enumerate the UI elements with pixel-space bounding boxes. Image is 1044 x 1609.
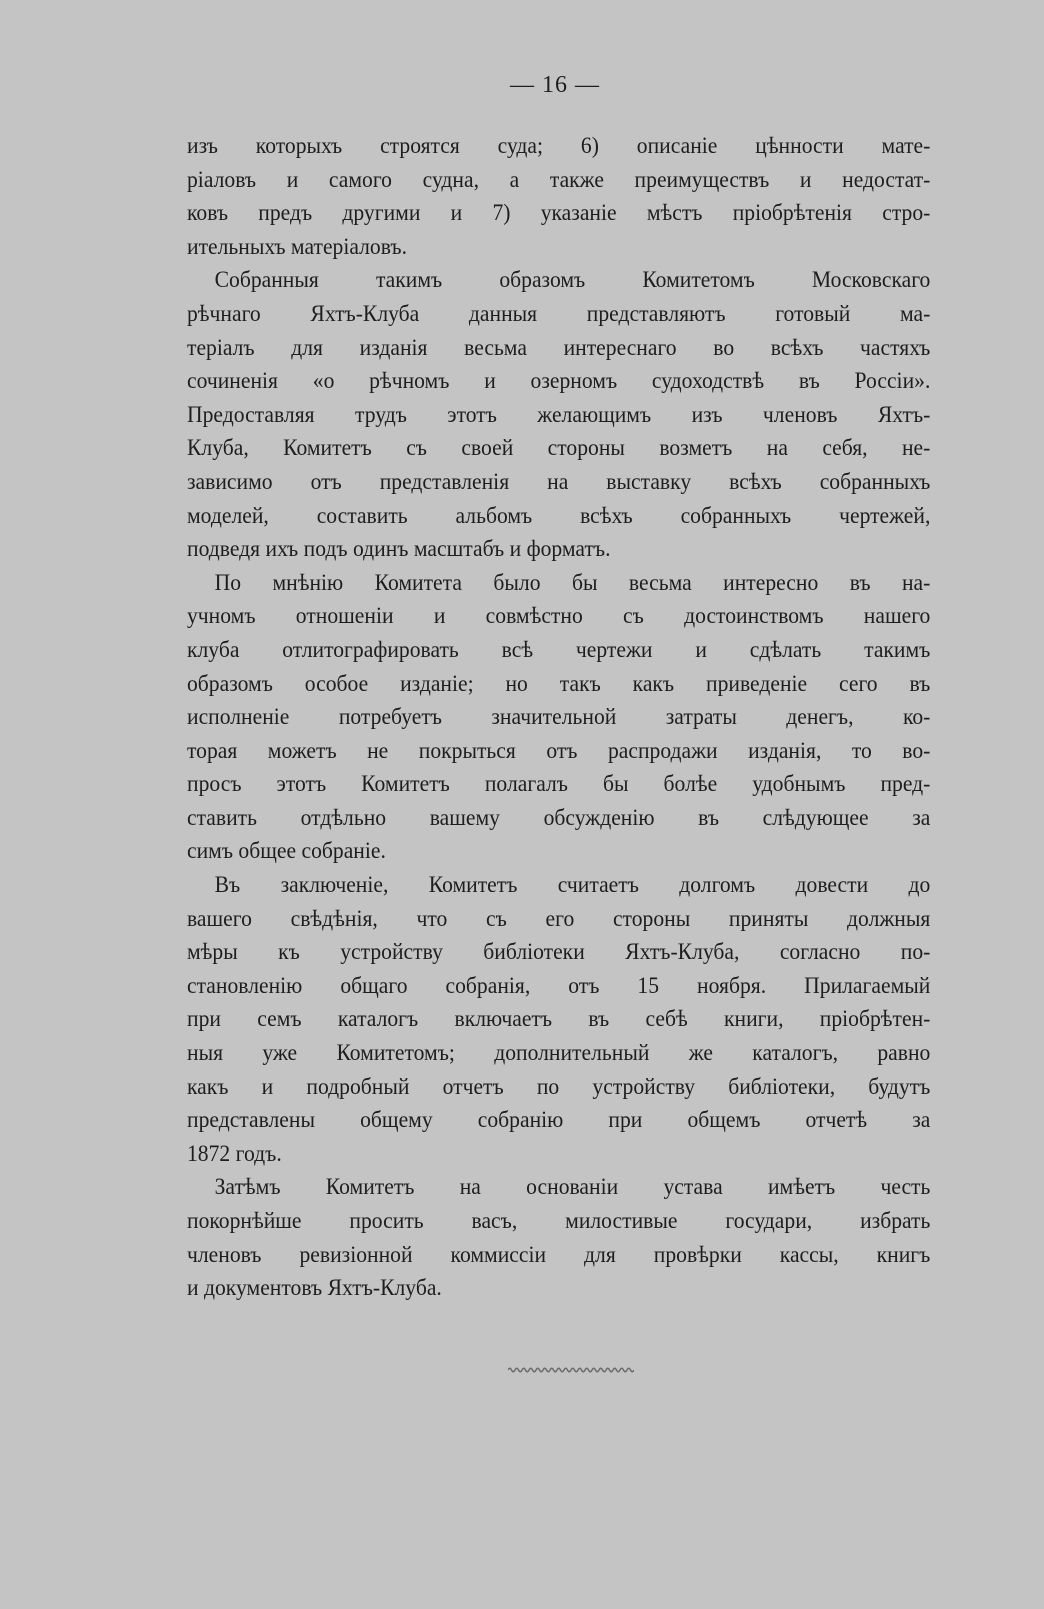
paragraph <box>187 567 931 869</box>
text-line: ставить отдѣльно вашему обсужденію въ слѣдующее за <box>187 804 931 831</box>
paragraph <box>187 1171 931 1305</box>
text-line: Затѣмъ Комитетъ на основаніи устава имѣетъ честь <box>214 1174 931 1201</box>
text-line: изъ которыхъ строятся суда; 6) описаніе цѣнности мате- <box>187 133 931 159</box>
page-number: — 16 — <box>510 72 600 98</box>
text-line: 1872 годъ. <box>187 1140 282 1167</box>
text-line: ительныхъ матеріаловъ. <box>187 233 408 260</box>
text-line: сочиненія «о рѣчномъ и озерномъ судоходствѣ въ Россіи». <box>187 368 931 395</box>
text-line: рѣчнаго Яхтъ-Клуба данныя представляютъ готовый ма- <box>187 300 931 327</box>
text-line: исполненіе потребуетъ значительной затраты денегъ, ко- <box>187 704 931 731</box>
wavy-rule-ornament-icon <box>508 1365 634 1375</box>
text-line: учномъ отношеніи и совмѣстно съ достоинствомъ нашего <box>187 603 931 630</box>
text-line: ковъ предъ другими и 7) указаніе мѣстъ пріобрѣтенія стро- <box>187 200 931 227</box>
text-line: при семъ каталогъ включаетъ въ себѣ книги, пріобрѣтен- <box>187 1006 931 1033</box>
text-line: зависимо отъ представленія на выставку всѣхъ собранныхъ <box>187 468 931 495</box>
text-line: мѣры къ устройству библіотеки Яхтъ-Клуба, согласно по- <box>187 939 931 966</box>
body-text <box>187 130 931 1306</box>
text-line: просъ этотъ Комитетъ полагалъ бы болѣе удобнымъ пред- <box>187 771 931 798</box>
text-line: становленію общаго собранія, отъ 15 ноября. Прилагаемый <box>187 972 931 999</box>
text-line: клуба отлитографировать всѣ чертежи и сдѣлать такимъ <box>187 636 931 663</box>
paragraph <box>187 130 931 264</box>
text-line: и документовъ Яхтъ-Клуба. <box>187 1275 442 1302</box>
paragraph <box>187 869 931 1171</box>
text-line: покорнѣйше просить васъ, милостивые государи, избрать <box>187 1208 931 1234</box>
text-line: подведя ихъ подъ одинъ масштабъ и форматъ. <box>187 536 611 563</box>
text-line: образомъ особое изданіе; но такъ какъ приведеніе сего въ <box>187 670 931 697</box>
text-line: членовъ ревизіонной коммиссіи для провѣрки кассы, книгъ <box>187 1241 931 1268</box>
paragraph <box>187 264 931 566</box>
text-line: Въ заключеніе, Комитетъ считаетъ долгомъ довести до <box>214 872 931 899</box>
text-line: теріалъ для изданія весьма интереснаго во всѣхъ частяхъ <box>187 334 931 361</box>
text-line: симъ общее собраніе. <box>187 838 386 865</box>
text-line: ріаловъ и самого судна, а также преимуществъ и недостат- <box>187 166 931 193</box>
text-line: торая можетъ не покрыться отъ распродажи изданія, то во- <box>187 737 931 764</box>
text-line: какъ и подробный отчетъ по устройству библіотеки, будутъ <box>187 1073 931 1100</box>
text-line: моделей, составить альбомъ всѣхъ собранныхъ чертежей, <box>187 502 931 529</box>
text-line: ныя уже Комитетомъ; дополнительный же каталогъ, равно <box>187 1040 931 1067</box>
text-line: Собранныя такимъ образомъ Комитетомъ Московскаго <box>214 267 931 294</box>
text-line: Предоставляя трудъ этотъ желающимъ изъ членовъ Яхтъ- <box>187 401 931 428</box>
text-line: представлены общему собранію при общемъ отчетѣ за <box>187 1107 931 1134</box>
text-line: По мнѣнію Комитета было бы весьма интересно въ на- <box>214 569 931 596</box>
text-line: вашего свѣдѣнія, что съ его стороны приняты должныя <box>187 905 931 932</box>
text-line: Клуба, Комитетъ съ своей стороны возметъ на себя, не- <box>187 435 931 462</box>
